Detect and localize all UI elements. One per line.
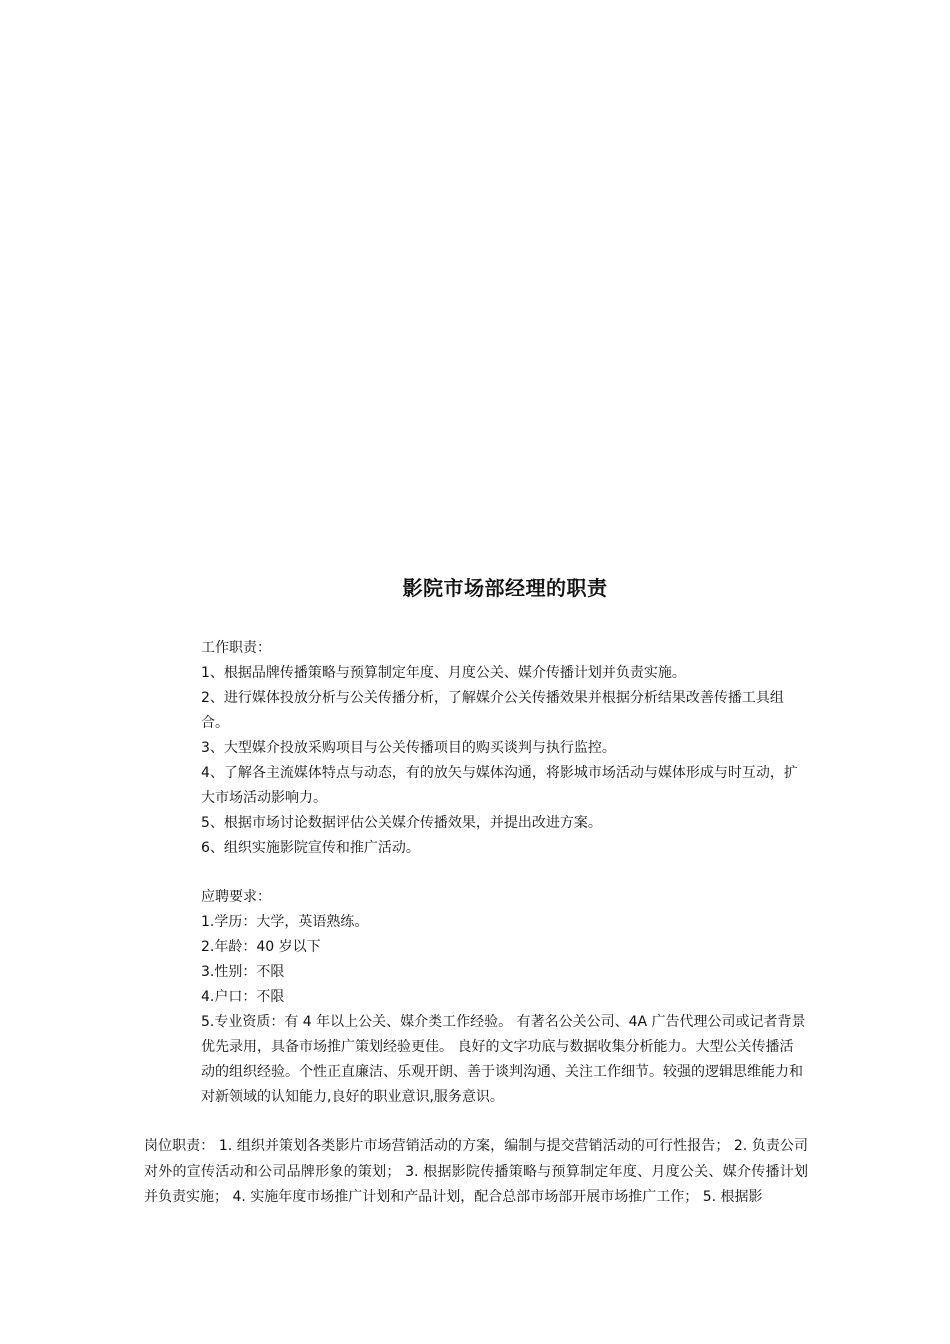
requirements-heading: 应聘要求： xyxy=(201,889,271,905)
requirements-section xyxy=(201,885,806,1110)
job-duty-item: 5、根据市场讨论数据评估公关媒介传播效果，并提出改进方案。 xyxy=(201,815,602,831)
page-title: 影院市场部经理的职责 xyxy=(402,576,608,600)
requirement-item: 3.性别：不限 xyxy=(201,964,285,980)
job-duties-heading: 工作职责： xyxy=(201,640,271,656)
job-duty-item: 1、根据品牌传播策略与预算制定年度、月度公关、媒介传播计划并负责实施。 xyxy=(201,665,686,681)
post-duties-paragraph: 岗位职责： 1. 组织并策划各类影片市场营销活动的方案，编制与提交营销活动的可行性报告； 2. 负责公司对外的宣传活动和公司品牌形象的策划； 3. 根据影院传播策略与预算制定年度、月度公关、媒介传播计划并负责实施； 4. 实施年度市场推广计划和产品计划，配合总部市场部开展市场推广工作； 5. 根据影 xyxy=(144,1138,808,1205)
job-duty-item: 3、大型媒介投放采购项目与公关传播项目的购买谈判与执行监控。 xyxy=(201,740,616,756)
requirement-item: 5.专业资质：有 4 年以上公关、媒介类工作经验。 有著名公关公司、4A 广告代理公司或记者背景优先录用，具备市场推广策划经验更佳。 良好的文字功底与数据收集分析能力。大型公关传播活动的组织经验。个性正直廉洁、乐观开朗、善于谈判沟通、关注工作细节。较强的逻辑思维能力和对新领域的认知能力,良好的职业意识,服务意识。 xyxy=(201,1014,806,1105)
job-duty-item: 4、了解各主流媒体特点与动态，有的放矢与媒体沟通，将影城市场活动与媒体形成与时互动，扩大市场活动影响力。 xyxy=(201,765,798,806)
requirement-item: 2.年龄：40 岁以下 xyxy=(201,939,321,955)
job-duty-item: 2、进行媒体投放分析与公关传播分析，了解媒介公关传播效果并根据分析结果改善传播工具组合。 xyxy=(201,690,784,731)
job-duty-item: 6、组织实施影院宣传和推广活动。 xyxy=(201,840,420,856)
requirement-item: 4.户口：不限 xyxy=(201,989,285,1005)
requirement-item: 1.学历：大学，英语熟练。 xyxy=(201,914,369,930)
job-duties-section xyxy=(201,636,806,861)
